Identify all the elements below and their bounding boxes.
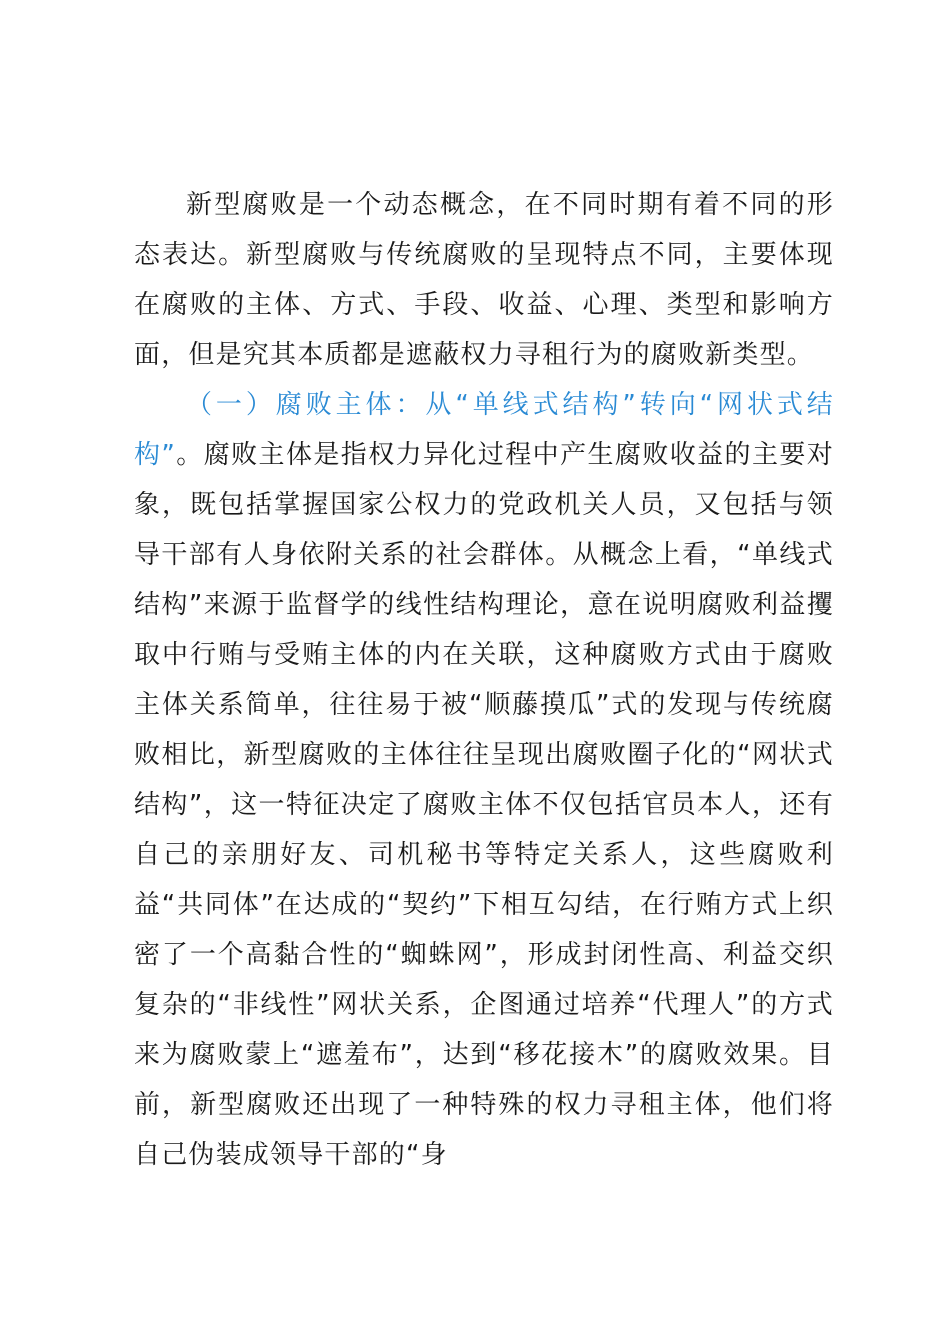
- paragraph-intro: [134, 180, 834, 380]
- section-heading: （一）腐败主体：从“单线式结构”转向“网状式结构”: [134, 390, 834, 470]
- section-body-text: 。腐败主体是指权力异化过程中产生腐败收益的主要对象，既包括掌握国家公权力的党政机关人员，又包括与领导干部有人身依附关系的社会群体。从概念上看，“单线式结构”来源于监督学的线性结构理论，意在说明腐败利益攫取中行贿与受贿主体的内在关联，这种腐败方式由于腐败主体关系简单，往往易于被“顺藤摸瓜”式的发现与传统腐败相比，新型腐败的主体往往呈现出腐败圈子化的“网状式结构”，这一特征决定了腐败主体不仅包括官员本人，还有自己的亲朋好友、司机秘书等特定关系人，这些腐败利益“共同体”在达成的“契约”下相互勾结，在行贿方式上织密了一个高黏合性的“蜘蛛网”，形成封闭性高、利益交织复杂的“非线性”网状关系，企图通过培养“代理人”的方式来为腐败蒙上“遮羞布”，达到“移花接木”的腐败效果。目前，新型腐败还出现了一种特殊的权力寻租主体，他们将自己伪装成领导干部的“身: [134, 440, 834, 1170]
- document-body: [134, 180, 834, 1180]
- paragraph-intro-text: 新型腐败是一个动态概念，在不同时期有着不同的形态表达。新型腐败与传统腐败的呈现特点不同，主要体现在腐败的主体、方式、手段、收益、心理、类型和影响方面，但是究其本质都是遮蔽权力寻租行为的腐败新类型。: [134, 190, 834, 370]
- paragraph-section-one: [134, 380, 834, 1180]
